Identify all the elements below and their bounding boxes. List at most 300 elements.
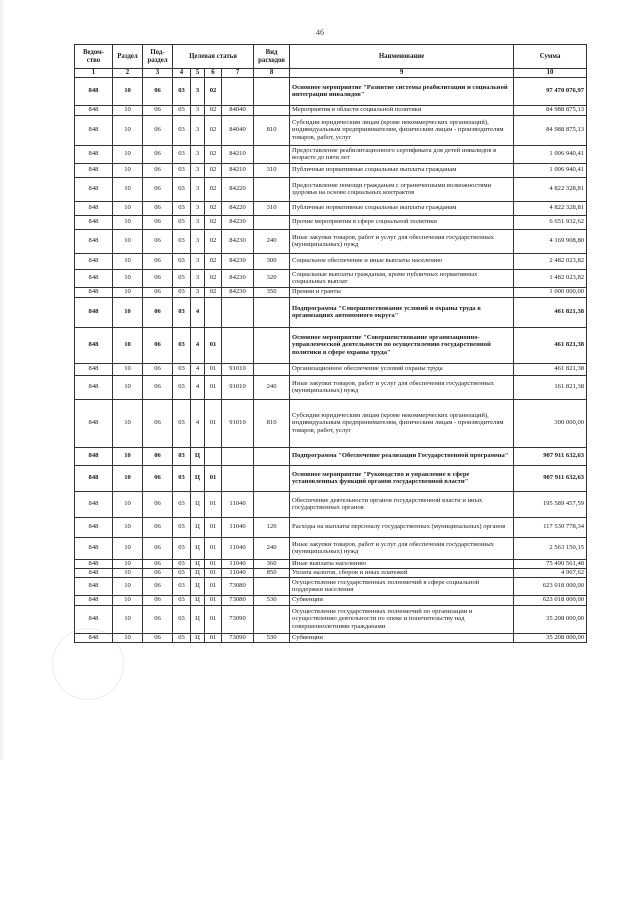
cell-razdel: 10 (113, 201, 143, 215)
cell-cs-event: 01 (205, 327, 222, 363)
scan-shadow (0, 0, 6, 760)
cell-vedomstvo: 848 (75, 145, 113, 163)
column-number: 2 (113, 69, 143, 78)
cell-vid-rashodov: 810 (254, 115, 290, 145)
cell-cs-event: 02 (205, 163, 222, 177)
cell-summa: 161 821,38 (514, 375, 587, 399)
cell-podrazdel: 06 (143, 105, 173, 115)
cell-razdel: 10 (113, 163, 143, 177)
cell-summa: 1 482 023,82 (514, 269, 587, 287)
cell-razdel: 10 (113, 399, 143, 447)
cell-razdel: 10 (113, 327, 143, 363)
cell-cs-direction: 84040 (222, 105, 254, 115)
cell-cs-subprogram: 4 (191, 375, 205, 399)
cell-cs-direction: 84230 (222, 253, 254, 269)
table-row (75, 595, 587, 605)
cell-cs-program: 03 (173, 77, 191, 105)
cell-summa: 6 651 932,62 (514, 215, 587, 229)
cell-cs-program: 03 (173, 269, 191, 287)
cell-vedomstvo: 848 (75, 163, 113, 177)
cell-naimenovanie: Социальные выплаты гражданам, кроме публичных нормативных социальных выплат (290, 269, 514, 287)
table-row (75, 537, 587, 559)
cell-naimenovanie: Основное мероприятие "Совершенствование организационно-управленческой деятельности по осуществлению государственной политики в сфере охраны труда" (290, 327, 514, 363)
cell-podrazdel: 06 (143, 633, 173, 642)
cell-cs-direction: 91010 (222, 375, 254, 399)
cell-vedomstvo: 848 (75, 215, 113, 229)
cell-podrazdel: 06 (143, 77, 173, 105)
cell-vedomstvo: 848 (75, 269, 113, 287)
cell-cs-direction: 73090 (222, 633, 254, 642)
table-row (75, 269, 587, 287)
cell-cs-program: 03 (173, 537, 191, 559)
cell-podrazdel: 06 (143, 201, 173, 215)
cell-podrazdel: 06 (143, 399, 173, 447)
cell-podrazdel: 06 (143, 177, 173, 201)
cell-cs-direction: 84210 (222, 163, 254, 177)
cell-naimenovanie: Субсидии юридическим лицам (кроме некоммерческих организаций), индивидуальным предпринимателям, физическим лицам - производителям товаров, работ, услуг (290, 115, 514, 145)
cell-summa: 461 821,38 (514, 297, 587, 327)
cell-vedomstvo: 848 (75, 105, 113, 115)
cell-podrazdel: 06 (143, 215, 173, 229)
cell-cs-program: 03 (173, 215, 191, 229)
cell-vid-rashodov (254, 297, 290, 327)
cell-cs-subprogram: Ц (191, 577, 205, 595)
cell-summa: 907 911 632,63 (514, 447, 587, 465)
cell-cs-direction: 91010 (222, 399, 254, 447)
cell-vid-rashodov (254, 363, 290, 375)
cell-cs-program: 03 (173, 399, 191, 447)
cell-podrazdel: 06 (143, 465, 173, 491)
cell-naimenovanie: Публичные нормативные социальные выплаты гражданам (290, 163, 514, 177)
cell-podrazdel: 06 (143, 568, 173, 577)
cell-cs-program: 03 (173, 177, 191, 201)
cell-cs-subprogram: Ц (191, 595, 205, 605)
cell-naimenovanie: Мероприятия в области социальной политики (290, 105, 514, 115)
cell-cs-subprogram: Ц (191, 568, 205, 577)
cell-razdel: 10 (113, 145, 143, 163)
table-header-row (75, 45, 587, 69)
cell-cs-program: 03 (173, 363, 191, 375)
cell-razdel: 10 (113, 253, 143, 269)
cell-cs-event: 02 (205, 77, 222, 105)
cell-cs-event (205, 447, 222, 465)
cell-vid-rashodov (254, 491, 290, 517)
cell-naimenovanie: Подпрограмма "Совершенствование условий и охраны труда в организациях автономного округа" (290, 297, 514, 327)
cell-cs-program: 03 (173, 605, 191, 633)
cell-vid-rashodov: 810 (254, 399, 290, 447)
cell-cs-program: 03 (173, 447, 191, 465)
cell-naimenovanie: Организационное обеспечение условий охраны труда (290, 363, 514, 375)
cell-summa: 84 988 875,13 (514, 115, 587, 145)
cell-razdel: 10 (113, 491, 143, 517)
cell-cs-event: 02 (205, 105, 222, 115)
cell-podrazdel: 06 (143, 297, 173, 327)
table-row (75, 447, 587, 465)
cell-cs-event: 01 (205, 605, 222, 633)
cell-podrazdel: 06 (143, 145, 173, 163)
cell-vid-rashodov (254, 447, 290, 465)
cell-naimenovanie: Основное мероприятие "Руководство и управление в сфере установленных функций органов государственной власти" (290, 465, 514, 491)
table-row (75, 363, 587, 375)
table-row (75, 568, 587, 577)
cell-vedomstvo: 848 (75, 447, 113, 465)
cell-cs-subprogram: 4 (191, 399, 205, 447)
cell-razdel: 10 (113, 595, 143, 605)
cell-naimenovanie: Иные закупки товаров, работ и услуг для обеспечения государственных (муниципальных) нужд (290, 375, 514, 399)
cell-cs-direction (222, 297, 254, 327)
cell-cs-subprogram: 4 (191, 297, 205, 327)
cell-cs-program: 03 (173, 633, 191, 642)
cell-podrazdel: 06 (143, 447, 173, 465)
cell-cs-direction: 84220 (222, 201, 254, 215)
header-vedomstvo: Ведом-ство (75, 45, 113, 69)
cell-cs-direction (222, 327, 254, 363)
cell-naimenovanie: Предоставление реабилитационного сертификата для детей инвалидов в возрасте до пяти лет (290, 145, 514, 163)
header-summa: Сумма (514, 45, 587, 69)
table-row (75, 399, 587, 447)
cell-vid-rashodov: 310 (254, 163, 290, 177)
cell-cs-event: 02 (205, 177, 222, 201)
cell-vedomstvo: 848 (75, 287, 113, 297)
cell-summa: 35 208 000,00 (514, 633, 587, 642)
cell-vedomstvo: 848 (75, 633, 113, 642)
cell-summa: 195 589 457,59 (514, 491, 587, 517)
table-row (75, 77, 587, 105)
cell-razdel: 10 (113, 605, 143, 633)
cell-summa: 1 000 000,00 (514, 287, 587, 297)
table-row (75, 229, 587, 253)
cell-razdel: 10 (113, 229, 143, 253)
cell-podrazdel: 06 (143, 595, 173, 605)
cell-cs-event: 02 (205, 115, 222, 145)
cell-cs-direction (222, 465, 254, 491)
cell-cs-subprogram: Ц (191, 605, 205, 633)
cell-razdel: 10 (113, 287, 143, 297)
header-podrazdel: Под-раздел (143, 45, 173, 69)
cell-cs-subprogram: Ц (191, 465, 205, 491)
cell-vedomstvo: 848 (75, 77, 113, 105)
cell-summa: 461 821,38 (514, 327, 587, 363)
cell-vedomstvo: 848 (75, 177, 113, 201)
table-row (75, 145, 587, 163)
cell-podrazdel: 06 (143, 537, 173, 559)
cell-vedomstvo: 848 (75, 375, 113, 399)
cell-cs-subprogram: Ц (191, 447, 205, 465)
cell-naimenovanie: Иные закупки товаров, работ и услуг для обеспечения государственных (муниципальных) нужд (290, 537, 514, 559)
cell-cs-subprogram: 3 (191, 269, 205, 287)
cell-vid-rashodov: 320 (254, 269, 290, 287)
cell-cs-direction: 84220 (222, 177, 254, 201)
cell-podrazdel: 06 (143, 229, 173, 253)
cell-razdel: 10 (113, 77, 143, 105)
cell-cs-program: 03 (173, 253, 191, 269)
cell-razdel: 10 (113, 375, 143, 399)
cell-cs-event: 01 (205, 568, 222, 577)
cell-summa: 4 822 328,81 (514, 177, 587, 201)
cell-summa: 4 169 908,80 (514, 229, 587, 253)
cell-cs-subprogram: 3 (191, 201, 205, 215)
column-number: 4 (173, 69, 191, 78)
cell-vid-rashodov: 530 (254, 633, 290, 642)
cell-cs-event: 02 (205, 229, 222, 253)
cell-vid-rashodov: 530 (254, 595, 290, 605)
cell-razdel: 10 (113, 447, 143, 465)
cell-vedomstvo: 848 (75, 568, 113, 577)
cell-summa: 907 911 632,63 (514, 465, 587, 491)
table-row (75, 105, 587, 115)
cell-vedomstvo: 848 (75, 229, 113, 253)
cell-cs-subprogram: 3 (191, 229, 205, 253)
cell-cs-direction: 73090 (222, 605, 254, 633)
cell-razdel: 10 (113, 537, 143, 559)
cell-naimenovanie: Субвенции (290, 633, 514, 642)
cell-naimenovanie: Расходы на выплаты персоналу государственных (муниципальных) органов (290, 517, 514, 537)
table-row (75, 327, 587, 363)
cell-vedomstvo: 848 (75, 465, 113, 491)
cell-cs-subprogram: 3 (191, 115, 205, 145)
cell-podrazdel: 06 (143, 605, 173, 633)
cell-cs-subprogram: 3 (191, 215, 205, 229)
table-row (75, 201, 587, 215)
cell-cs-program: 03 (173, 297, 191, 327)
cell-cs-program: 03 (173, 491, 191, 517)
cell-razdel: 10 (113, 105, 143, 115)
faded-seal-stamp (52, 628, 124, 700)
cell-naimenovanie: Уплата налогов, сборов и иных платежей (290, 568, 514, 577)
cell-cs-subprogram: 3 (191, 77, 205, 105)
table-row (75, 297, 587, 327)
cell-cs-subprogram: Ц (191, 491, 205, 517)
cell-naimenovanie: Обеспечение деятельности органов государственной власти и иных государственных органов (290, 491, 514, 517)
cell-vid-rashodov (254, 77, 290, 105)
cell-razdel: 10 (113, 297, 143, 327)
column-number: 8 (254, 69, 290, 78)
cell-cs-direction: 11040 (222, 568, 254, 577)
cell-cs-direction: 91010 (222, 363, 254, 375)
cell-vid-rashodov (254, 605, 290, 633)
cell-cs-direction: 11040 (222, 537, 254, 559)
cell-naimenovanie: Социальное обеспечение и иные выплаты населению (290, 253, 514, 269)
cell-vedomstvo: 848 (75, 297, 113, 327)
cell-podrazdel: 06 (143, 287, 173, 297)
cell-naimenovanie: Подпрограмма "Обеспечение реализации Государственной программы" (290, 447, 514, 465)
cell-cs-subprogram: Ц (191, 633, 205, 642)
cell-summa: 117 530 778,34 (514, 517, 587, 537)
table-row (75, 177, 587, 201)
cell-podrazdel: 06 (143, 559, 173, 568)
cell-cs-direction (222, 77, 254, 105)
cell-summa: 2 482 023,82 (514, 253, 587, 269)
cell-summa: 1 006 940,41 (514, 145, 587, 163)
cell-summa: 84 988 875,13 (514, 105, 587, 115)
cell-cs-program: 03 (173, 201, 191, 215)
cell-summa: 1 006 940,41 (514, 163, 587, 177)
cell-vedomstvo: 848 (75, 491, 113, 517)
cell-naimenovanie: Осуществление государственных полномочий в сфере социальной поддержки населения (290, 577, 514, 595)
table-row (75, 577, 587, 595)
column-number: 1 (75, 69, 113, 78)
cell-cs-subprogram: 3 (191, 177, 205, 201)
cell-cs-event: 01 (205, 633, 222, 642)
cell-summa: 623 018 000,00 (514, 577, 587, 595)
cell-razdel: 10 (113, 465, 143, 491)
cell-vedomstvo: 848 (75, 537, 113, 559)
cell-cs-subprogram: 3 (191, 145, 205, 163)
cell-cs-event: 01 (205, 363, 222, 375)
header-naimenovanie: Наименование (290, 45, 514, 69)
cell-vedomstvo: 848 (75, 363, 113, 375)
table-row (75, 605, 587, 633)
cell-podrazdel: 06 (143, 269, 173, 287)
cell-podrazdel: 06 (143, 491, 173, 517)
cell-cs-event: 02 (205, 215, 222, 229)
cell-cs-event: 01 (205, 465, 222, 491)
column-number: 3 (143, 69, 173, 78)
cell-summa: 75 490 561,48 (514, 559, 587, 568)
cell-cs-event: 01 (205, 375, 222, 399)
cell-razdel: 10 (113, 577, 143, 595)
cell-vid-rashodov (254, 577, 290, 595)
cell-razdel: 10 (113, 517, 143, 537)
budget-table (74, 44, 587, 643)
table-row (75, 559, 587, 568)
cell-summa: 35 208 000,00 (514, 605, 587, 633)
cell-podrazdel: 06 (143, 253, 173, 269)
cell-summa: 461 821,38 (514, 363, 587, 375)
cell-cs-program: 03 (173, 145, 191, 163)
cell-podrazdel: 06 (143, 375, 173, 399)
cell-cs-event: 02 (205, 269, 222, 287)
cell-cs-direction: 11040 (222, 517, 254, 537)
table-row (75, 163, 587, 177)
cell-cs-direction: 84210 (222, 145, 254, 163)
cell-vedomstvo: 848 (75, 517, 113, 537)
column-number: 10 (514, 69, 587, 78)
table-row (75, 215, 587, 229)
cell-cs-direction: 84040 (222, 115, 254, 145)
cell-cs-direction: 84230 (222, 287, 254, 297)
cell-razdel: 10 (113, 215, 143, 229)
cell-razdel: 10 (113, 269, 143, 287)
cell-vid-rashodov: 850 (254, 568, 290, 577)
column-number-row (75, 69, 587, 78)
table-row (75, 287, 587, 297)
cell-razdel: 10 (113, 568, 143, 577)
cell-cs-program: 03 (173, 577, 191, 595)
cell-vid-rashodov (254, 215, 290, 229)
cell-cs-program: 03 (173, 595, 191, 605)
table-row (75, 115, 587, 145)
cell-vedomstvo: 848 (75, 595, 113, 605)
cell-naimenovanie: Осуществление государственных полномочий по организации и осуществлению деятельности по опеке и попечительству над совершеннолетними гражданами (290, 605, 514, 633)
cell-cs-program: 03 (173, 465, 191, 491)
column-number: 6 (205, 69, 222, 78)
cell-razdel: 10 (113, 633, 143, 642)
cell-cs-program: 03 (173, 559, 191, 568)
header-razdel: Раздел (113, 45, 143, 69)
cell-razdel: 10 (113, 177, 143, 201)
cell-cs-event: 02 (205, 253, 222, 269)
cell-cs-event: 01 (205, 517, 222, 537)
cell-cs-program: 03 (173, 517, 191, 537)
cell-cs-program: 03 (173, 229, 191, 253)
table-body (75, 77, 587, 642)
cell-vedomstvo: 848 (75, 605, 113, 633)
cell-cs-direction: 11040 (222, 491, 254, 517)
cell-naimenovanie: Иные закупки товаров, работ и услуг для обеспечения государственных (муниципальных) нужд (290, 229, 514, 253)
cell-cs-program: 03 (173, 287, 191, 297)
cell-vid-rashodov: 240 (254, 229, 290, 253)
cell-vid-rashodov: 120 (254, 517, 290, 537)
cell-vedomstvo: 848 (75, 327, 113, 363)
cell-cs-subprogram: 4 (191, 327, 205, 363)
cell-razdel: 10 (113, 363, 143, 375)
table-row (75, 253, 587, 269)
cell-vid-rashodov: 300 (254, 253, 290, 269)
cell-naimenovanie: Прочие мероприятия в сфере социальной политики (290, 215, 514, 229)
cell-cs-program: 03 (173, 115, 191, 145)
cell-cs-event: 01 (205, 537, 222, 559)
cell-vid-rashodov: 240 (254, 375, 290, 399)
column-number: 9 (290, 69, 514, 78)
cell-podrazdel: 06 (143, 363, 173, 375)
cell-razdel: 10 (113, 559, 143, 568)
cell-vedomstvo: 848 (75, 399, 113, 447)
cell-cs-subprogram: 3 (191, 253, 205, 269)
cell-cs-event: 02 (205, 145, 222, 163)
cell-naimenovanie: Иные выплаты населению (290, 559, 514, 568)
cell-cs-direction: 84230 (222, 229, 254, 253)
header-celevaya-statya: Целевая статья (173, 45, 254, 69)
cell-cs-direction: 84230 (222, 215, 254, 229)
cell-vid-rashodov: 310 (254, 201, 290, 215)
cell-cs-subprogram: Ц (191, 559, 205, 568)
cell-podrazdel: 06 (143, 163, 173, 177)
cell-vedomstvo: 848 (75, 115, 113, 145)
cell-naimenovanie: Основное мероприятие "Развитие системы реабилитации и социальной интеграции инвалидов" (290, 77, 514, 105)
cell-summa: 2 563 150,15 (514, 537, 587, 559)
cell-summa: 300 000,00 (514, 399, 587, 447)
cell-vid-rashodov (254, 465, 290, 491)
cell-vid-rashodov (254, 327, 290, 363)
cell-vid-rashodov: 240 (254, 537, 290, 559)
page-number: 46 (316, 28, 324, 37)
table-row (75, 375, 587, 399)
cell-podrazdel: 06 (143, 517, 173, 537)
cell-cs-event: 01 (205, 577, 222, 595)
cell-cs-program: 03 (173, 568, 191, 577)
table-row (75, 465, 587, 491)
budget-sheet (74, 44, 586, 643)
column-number: 7 (222, 69, 254, 78)
cell-vid-rashodov (254, 177, 290, 201)
cell-cs-program: 03 (173, 163, 191, 177)
cell-cs-program: 03 (173, 105, 191, 115)
cell-cs-program: 03 (173, 375, 191, 399)
cell-cs-event: 01 (205, 595, 222, 605)
cell-vedomstvo: 848 (75, 253, 113, 269)
cell-summa: 4 967,62 (514, 568, 587, 577)
cell-cs-subprogram: 4 (191, 363, 205, 375)
cell-vedomstvo: 848 (75, 559, 113, 568)
cell-cs-event: 01 (205, 399, 222, 447)
table-row (75, 633, 587, 642)
cell-cs-direction: 73080 (222, 577, 254, 595)
cell-naimenovanie: Субсидии юридическим лицам (кроме некоммерческих организаций), индивидуальным предпринимателям, физическим лицам - производителям товаров, работ, услуг (290, 399, 514, 447)
cell-naimenovanie: Субвенции (290, 595, 514, 605)
cell-vid-rashodov: 350 (254, 287, 290, 297)
cell-cs-subprogram: 3 (191, 105, 205, 115)
